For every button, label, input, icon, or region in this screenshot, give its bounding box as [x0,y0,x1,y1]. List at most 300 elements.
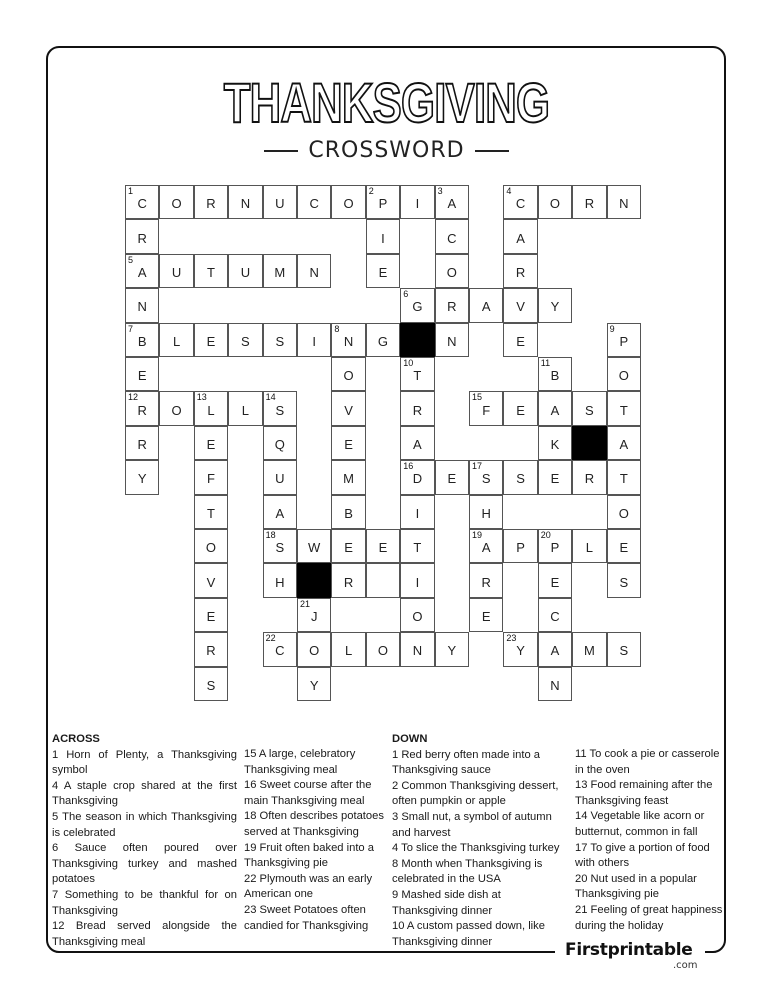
grid-cell[interactable] [194,391,228,425]
clue-number: 14 [265,392,276,403]
grid-cell[interactable] [435,288,469,322]
grid-cell[interactable] [503,288,537,322]
grid-cell[interactable] [400,391,434,425]
grid-cell[interactable] [263,460,297,494]
grid-cell[interactable] [503,219,537,253]
cell-letter: L [172,333,181,349]
grid-cell[interactable] [435,219,469,253]
cell-letter: S [619,574,629,590]
cell-letter: E [344,540,353,556]
cell-letter: P [619,333,629,349]
cell-letter: A [550,402,560,418]
grid-cell[interactable] [538,632,572,666]
grid-cell[interactable] [607,632,641,666]
brand-logo: Firstprintable [565,940,693,960]
subtitle-rule-right [475,150,509,152]
grid-cell[interactable] [503,632,537,666]
cell-letter: T [413,368,422,384]
clue-item: 8 Month when Thanksgiving is celebrated in the USA [392,857,543,886]
grid-cell[interactable] [538,460,572,494]
grid-cell[interactable] [125,185,159,219]
grid-cell[interactable] [366,563,400,597]
grid-cell[interactable] [331,529,365,563]
clue-number: 4 [506,186,512,196]
cell-letter: U [275,196,285,212]
grid-cell[interactable] [366,632,400,666]
clue-number: 16 [403,461,414,472]
cell-letter: W [308,540,321,556]
grid-cell[interactable] [331,495,365,529]
grid-cell[interactable] [297,667,331,701]
clue-number: 2 [368,186,374,196]
grid-cell[interactable] [469,391,503,425]
grid-cell[interactable] [297,632,331,666]
grid-cell[interactable] [400,357,434,391]
cell-letter: R [137,402,147,418]
clue-item: 5 The season in which Thanksgiving is celebrated [52,810,237,839]
cell-letter: D [412,471,423,487]
clue-number: 7 [128,323,134,334]
grid-cell[interactable] [607,323,641,357]
clue-item: 9 Mashed side dish at Thanksgiving dinner [392,888,501,917]
brand-domain: .com [673,960,698,971]
page-title: THANKSGIVING [223,71,550,134]
cell-letter: C [515,196,526,212]
grid-cell[interactable] [435,632,469,666]
cell-letter: A [481,299,491,315]
cell-letter: H [275,574,285,590]
cell-letter: A [550,643,560,659]
grid-cell[interactable] [194,323,228,357]
grid-cell[interactable] [297,529,331,563]
clue-item: 21 Feeling of great happiness during the holiday [575,903,723,932]
grid-cell[interactable] [607,391,641,425]
grid-cell[interactable] [331,632,365,666]
grid-cell[interactable] [400,632,434,666]
cell-letter: N [619,196,629,212]
cell-letter: I [415,574,420,590]
grid-cell[interactable] [194,426,228,460]
grid-cell[interactable] [263,495,297,529]
cell-letter: Y [550,299,560,315]
cell-letter: N [447,333,457,349]
grid-cell[interactable] [263,632,297,666]
cell-letter: T [619,402,628,418]
grid-cell[interactable] [125,391,159,425]
cell-letter: F [207,471,215,487]
cell-letter: N [343,333,354,349]
cell-letter: F [482,402,491,418]
clue-item: 1 Horn of Plenty, a Thanksgiving symbol [52,748,237,777]
subtitle-rule-left [264,150,298,152]
clue-item: 11 To cook a pie or casserole in the oven [575,748,720,776]
grid-cell[interactable] [538,288,572,322]
cell-letter: N [412,643,423,659]
cell-letter: L [241,402,249,418]
cell-letter: E [206,608,216,624]
cell-letter: R [206,196,216,212]
cell-letter: I [415,505,420,521]
grid-cell[interactable] [194,495,228,529]
grid-cell[interactable] [469,495,503,529]
cell-letter: H [481,505,491,521]
grid-cell[interactable] [366,254,400,288]
grid-cell[interactable] [159,391,193,425]
clue-number: 5 [128,254,134,265]
cell-letter: O [412,608,423,624]
cell-letter: Y [447,643,457,659]
clue-number: 22 [265,633,276,644]
clue-item: 15 A large, celebratory Thanksgiving meal [244,748,356,776]
clue-item: 4 To slice the Thanksgiving turkey [392,842,560,855]
cell-letter: M [274,264,286,280]
cell-letter: R [584,471,595,487]
grid-cell[interactable] [297,254,331,288]
black-cell [400,323,434,357]
grid-cell[interactable] [400,460,434,494]
clue-item: 3 Small nut, a symbol of autumn and harvest [392,810,552,839]
cell-letter: O [343,196,354,212]
cell-letter: N [240,196,251,212]
cell-letter: U [275,471,285,487]
grid-cell[interactable] [607,495,641,529]
down-heading: DOWN [392,733,428,745]
cell-letter: T [619,471,628,487]
clue-item: 23 Sweet Potatoes often candied for Thanksgiving [244,903,369,932]
down-clues-col1 [392,732,567,950]
cell-letter: I [381,230,385,246]
grid-cell[interactable] [400,598,434,632]
cell-letter: U [171,264,182,280]
grid-cell[interactable] [331,391,365,425]
cell-letter: I [415,196,420,212]
clue-item: 17 To give a portion of food with others [575,841,710,870]
cell-letter: P [550,540,560,556]
cell-letter: E [378,540,388,556]
cell-letter: L [585,540,593,556]
grid-cell[interactable] [263,426,297,460]
cell-letter: O [309,643,320,659]
clue-number: 20 [540,530,551,540]
clue-number: 19 [472,530,483,540]
cell-letter: A [275,505,285,521]
clue-number: 17 [472,461,483,472]
crossword-grid [125,185,641,701]
cell-letter: A [619,436,629,452]
cell-letter: P [378,196,388,212]
grid-cell[interactable] [159,323,193,357]
grid-cell[interactable] [503,323,537,357]
clue-number: 12 [128,392,139,403]
grid-cell[interactable] [503,391,537,425]
clue-item: 16 Sweet course after the main Thanksgiving meal [244,779,372,807]
cell-letter: E [137,368,147,384]
cell-letter: C [275,643,285,659]
cell-letter: T [207,264,215,280]
cell-letter: B [344,505,353,521]
cell-letter: S [241,333,250,349]
black-cell [572,426,606,460]
cell-letter: E [481,608,491,624]
grid-cell[interactable] [572,185,606,219]
cell-letter: L [207,402,215,418]
grid-cell[interactable] [607,426,641,460]
clue-item: 7 Something to be thankful for on Thanksgiving [52,888,237,917]
clue-number: 1 [128,186,134,196]
cell-letter: C [447,230,457,246]
cell-letter: C [137,196,147,212]
grid-cell[interactable] [194,254,228,288]
grid-cell[interactable] [263,529,297,563]
grid-cell[interactable] [400,185,434,219]
clue-number: 6 [403,289,409,300]
grid-cell[interactable] [331,357,365,391]
cell-letter: Y [516,643,525,659]
cell-letter: O [377,643,389,659]
cell-letter: G [412,299,423,315]
cell-letter: V [344,402,353,418]
grid-cell[interactable] [331,460,365,494]
grid-cell[interactable] [435,185,469,219]
clue-number: 11 [540,358,551,368]
grid-cell[interactable] [538,426,572,460]
grid-cell[interactable] [503,529,537,563]
cell-letter: M [583,643,595,659]
clue-item: 22 Plymouth was an early American one [244,872,373,901]
cell-letter: A [137,264,147,280]
subtitle-row [0,138,773,163]
cell-letter: B [137,333,147,349]
cell-letter: O [446,264,457,280]
cell-letter: R [137,230,147,246]
cell-letter: J [310,608,318,624]
grid-cell[interactable] [228,185,262,219]
cell-letter: T [207,505,215,521]
cell-letter: O [171,402,182,418]
cell-letter: U [240,264,251,280]
grid-cell[interactable] [572,632,606,666]
grid-cell[interactable] [607,563,641,597]
clue-number: 18 [265,530,276,540]
cell-letter: E [550,471,560,487]
clue-item: 1 Red berry often made into a Thanksgiving sauce [392,748,541,777]
grid-cell[interactable] [435,460,469,494]
grid-cell[interactable] [263,323,297,357]
cell-letter: S [516,471,525,487]
grid-cell[interactable] [400,563,434,597]
grid-cell[interactable] [400,426,434,460]
clue-number: 23 [506,633,517,644]
grid-cell[interactable] [125,254,159,288]
grid-cell[interactable] [331,185,365,219]
clue-item: 13 Food remaining after the Thanksgiving feast [575,779,713,807]
cell-letter: Y [309,677,319,693]
cell-letter: M [343,471,354,487]
grid-cell[interactable] [125,219,159,253]
clue-number: 9 [609,323,615,334]
grid-cell[interactable] [159,254,193,288]
grid-cell[interactable] [538,391,572,425]
grid-cell[interactable] [331,426,365,460]
grid-cell[interactable] [538,563,572,597]
cell-letter: E [378,264,388,280]
grid-cell[interactable] [159,185,193,219]
grid-cell[interactable] [125,426,159,460]
grid-cell[interactable] [469,288,503,322]
cell-letter: R [206,643,216,659]
cell-letter: B [550,368,560,384]
grid-cell[interactable] [607,460,641,494]
grid-cell[interactable] [331,563,365,597]
grid-cell[interactable] [607,185,641,219]
cell-letter: I [312,333,316,349]
cell-letter: S [206,677,216,693]
cell-letter: C [309,196,319,212]
grid-cell[interactable] [469,460,503,494]
cell-letter: N [550,677,560,693]
cell-letter: Q [274,436,285,452]
grid-cell[interactable] [469,563,503,597]
grid-cell[interactable] [366,185,400,219]
grid-cell[interactable] [469,598,503,632]
grid-cell[interactable] [366,219,400,253]
cell-letter: G [377,333,389,349]
grid-cell[interactable] [125,357,159,391]
grid-cell[interactable] [538,529,572,563]
grid-cell[interactable] [228,323,262,357]
cell-letter: O [549,196,561,212]
grid-cell[interactable] [194,563,228,597]
cell-letter: A [413,436,422,452]
cell-letter: P [516,540,525,556]
grid-cell[interactable] [228,254,262,288]
grid-cell[interactable] [194,598,228,632]
grid-cell[interactable] [194,460,228,494]
grid-cell[interactable] [297,323,331,357]
cell-letter: E [516,402,525,418]
cell-letter: A [516,230,525,246]
grid-cell[interactable] [194,632,228,666]
grid-cell[interactable] [400,495,434,529]
grid-cell[interactable] [538,185,572,219]
clue-item: 6 Sauce often poured over Thanksgiving turkey and mashed potatoes [52,842,237,886]
cell-letter [367,564,399,596]
cell-letter: S [275,540,285,556]
cell-letter: T [413,540,422,556]
clue-item: 2 Common Thanksgiving dessert, often pumpkin or apple [392,779,559,808]
cell-letter: S [275,333,285,349]
cell-letter: L [344,643,353,659]
cell-letter: R [584,196,595,212]
clue-item: 14 Vegetable like acorn or butternut, common in fall [575,810,705,838]
cell-letter: E [550,574,560,590]
cell-letter: O [205,540,217,556]
grid-cell[interactable] [194,529,228,563]
grid-cell[interactable] [572,460,606,494]
grid-cell[interactable] [400,529,434,563]
black-cell [297,563,331,597]
grid-cell[interactable] [366,529,400,563]
grid-cell[interactable] [263,185,297,219]
grid-cell[interactable] [435,254,469,288]
grid-cell[interactable] [263,563,297,597]
cell-letter: O [618,505,629,521]
grid-cell[interactable] [607,529,641,563]
cell-letter: E [447,471,457,487]
grid-cell[interactable] [194,667,228,701]
grid-cell[interactable] [400,288,434,322]
cell-letter: S [585,402,594,418]
clue-number: 13 [196,392,207,403]
grid-cell[interactable] [503,460,537,494]
grid-cell[interactable] [435,323,469,357]
grid-cell[interactable] [503,254,537,288]
cell-letter: O [171,196,182,212]
grid-cell[interactable] [503,185,537,219]
grid-cell[interactable] [297,185,331,219]
clue-number: 15 [472,392,483,403]
clue-item: 12 Bread served alongside the Thanksgiving meal [52,920,237,948]
cell-letter: N [137,299,147,315]
clue-item: 18 Often describes potatoes served at Thanksgiving [244,810,384,838]
cell-letter: O [618,368,629,384]
subtitle: CROSSWORD [308,138,465,163]
grid-cell[interactable] [331,323,365,357]
clue-number: 3 [437,186,443,196]
clue-item: 19 Fruit often baked into a Thanksgiving pie [244,841,374,870]
cell-letter: S [619,643,629,659]
grid-cell[interactable] [263,254,297,288]
clue-number: 21 [300,598,311,609]
grid-cell[interactable] [228,391,262,425]
clue-number: 8 [334,323,340,334]
grid-cell[interactable] [572,391,606,425]
grid-cell[interactable] [125,323,159,357]
grid-cell[interactable] [194,185,228,219]
grid-cell[interactable] [125,288,159,322]
grid-cell[interactable] [263,391,297,425]
grid-cell[interactable] [572,529,606,563]
grid-cell[interactable] [538,357,572,391]
across-heading: ACROSS [52,733,100,745]
cell-letter: K [550,436,560,452]
cell-letter: Y [137,471,147,487]
cell-letter: R [412,402,423,418]
cell-letter: V [516,299,525,315]
clue-item: 20 Nut used in a popular Thanksgiving pie [575,872,697,901]
cell-letter: O [343,368,354,384]
cell-letter: C [550,608,560,624]
grid-cell[interactable] [538,598,572,632]
clue-item: 10 A custom passed down, like Thanksgiving dinner [392,920,545,948]
across-clues-col2 [244,747,384,934]
cell-letter: A [447,196,457,212]
cell-letter: R [481,574,491,590]
grid-cell[interactable] [607,357,641,391]
cell-letter: E [619,540,629,556]
grid-cell[interactable] [469,529,503,563]
across-clues-col1 [52,732,237,950]
cell-letter: R [515,264,526,280]
cell-letter: S [481,471,491,487]
cell-letter: S [275,402,285,418]
grid-cell[interactable] [297,598,331,632]
grid-cell[interactable] [538,667,572,701]
cell-letter: E [206,333,216,349]
grid-cell[interactable] [125,460,159,494]
grid-cell[interactable] [366,323,400,357]
cell-letter: E [344,436,353,452]
